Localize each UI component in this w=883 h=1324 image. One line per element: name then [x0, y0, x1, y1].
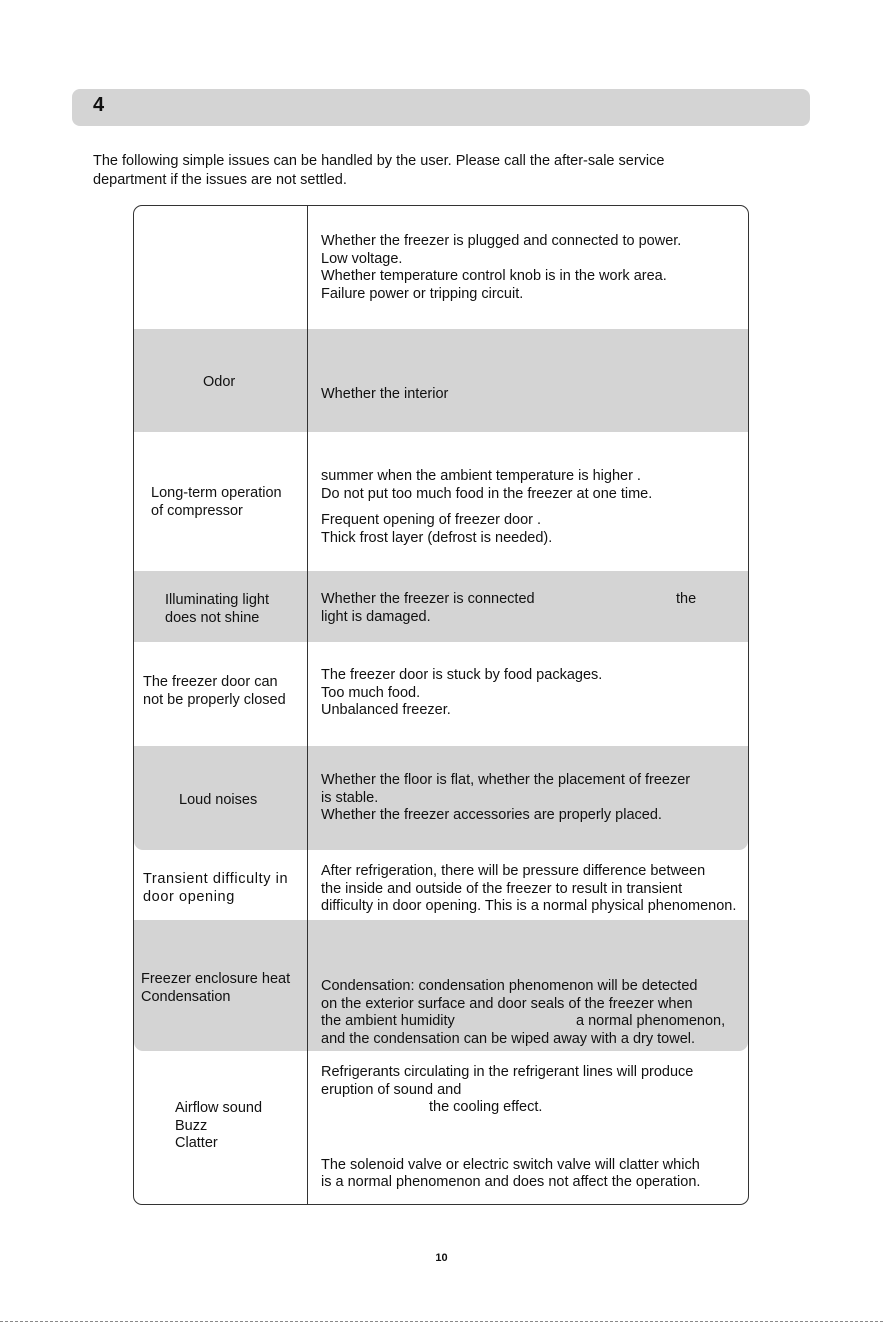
table-row [134, 642, 748, 746]
cause-line: a normal phenomenon, [576, 1013, 726, 1029]
problem-label: door opening [143, 888, 235, 905]
problem-label: of compressor [151, 502, 243, 519]
cause-line: Whether the freezer is connected [321, 591, 535, 607]
page-number: 10 [435, 1252, 448, 1264]
cause-line: The freezer door is stuck by food packages. [321, 667, 603, 683]
cause-cell [321, 667, 749, 720]
cause-line: Too much food. [321, 684, 421, 701]
column-divider [307, 850, 308, 920]
table-row [134, 1051, 748, 1205]
cause-line: is a normal phenomenon and does not affect the operation. [321, 1174, 701, 1190]
cause-line: Whether temperature control knob is in the work area. [321, 268, 667, 284]
problem-label: Clatter [175, 1135, 218, 1151]
cause-line: Low voltage. [321, 250, 403, 267]
cause-line: is stable. [321, 789, 379, 806]
section-header-bar [72, 89, 810, 126]
cause-line: the [676, 591, 697, 607]
column-divider [307, 642, 308, 746]
cause-cell [321, 772, 749, 825]
problem-cell [134, 571, 307, 642]
cause-cell [321, 591, 749, 626]
problem-label: Long-term operation [151, 485, 282, 501]
cause-line: the ambient humidity [321, 1013, 455, 1029]
cause-line: Whether the freezer accessories are properly placed. [321, 807, 662, 823]
cause-line: Whether the interior [321, 386, 449, 402]
cause-cell [321, 468, 749, 547]
problem-cell [134, 920, 307, 1051]
cause-line: the cooling effect. [429, 1099, 543, 1115]
cause-line: Failure power or tripping circuit. [321, 285, 524, 302]
cause-line: and the condensation can be wiped away with a dry towel. [321, 1030, 696, 1047]
cause-line: the inside and outside of the freezer to result in transient [321, 880, 683, 897]
problem-label: Odor [203, 374, 236, 390]
table-row [134, 850, 748, 920]
cause-line: After refrigeration, there will be pressure difference between [321, 863, 706, 879]
page-bottom-edge [0, 1321, 883, 1322]
problem-label: Condensation [141, 988, 231, 1005]
problem-label: does not shine [165, 609, 260, 626]
problem-label: not be properly closed [143, 691, 286, 708]
intro-line: department if the issues are not settled. [93, 172, 347, 188]
cause-line: Do not put too much food in the freezer at one time. [321, 485, 653, 502]
column-divider [307, 746, 308, 850]
cause-cell [321, 386, 749, 404]
cause-cell [321, 233, 749, 303]
problem-cell [134, 850, 307, 920]
section-number: 4 [93, 94, 105, 116]
problem-label: Freezer enclosure heat [141, 971, 291, 987]
table-row [134, 571, 748, 642]
column-divider [307, 920, 308, 1051]
table-row [134, 206, 748, 329]
cause-line: eruption of sound and [321, 1081, 462, 1098]
column-divider [307, 571, 308, 642]
column-divider [307, 432, 308, 571]
problem-label: Illuminating light [165, 592, 269, 608]
cause-line: light is damaged. [321, 608, 431, 625]
problem-cell [134, 1051, 307, 1205]
cause-cell [321, 863, 749, 916]
problem-label: Loud noises [179, 792, 258, 808]
problem-cell [134, 432, 307, 571]
cause-line: Whether the floor is flat, whether the placement of freezer [321, 772, 691, 788]
cause-line: difficulty in door opening. This is a normal physical phenomenon. [321, 898, 737, 914]
cause-line: Unbalanced freezer. [321, 702, 451, 718]
table-row [134, 432, 748, 571]
table-row [134, 746, 748, 850]
table-row [134, 920, 748, 1051]
problem-cell [134, 206, 307, 329]
problem-label: The freezer door can [143, 674, 278, 690]
cause-line: The solenoid valve or electric switch valve will clatter which [321, 1156, 700, 1173]
column-divider [307, 206, 308, 329]
problem-cell [134, 642, 307, 746]
cause-cell [321, 1064, 749, 1192]
intro-line: The following simple issues can be handled by the user. Please call the after-sale service [93, 153, 665, 169]
troubleshooting-table [133, 205, 749, 1205]
cause-line: summer when the ambient temperature is higher . [321, 468, 641, 484]
cause-line: Thick frost layer (defrost is needed). [321, 529, 553, 546]
cause-line: Whether the freezer is plugged and connected to power. [321, 233, 682, 249]
problem-label: Airflow sound [175, 1100, 263, 1116]
column-divider [307, 329, 308, 432]
cause-line: Frequent opening of freezer door . [321, 512, 542, 528]
intro-paragraph [93, 152, 753, 190]
table-row [134, 329, 748, 432]
column-divider [307, 1051, 308, 1205]
cause-line: Condensation: condensation phenomenon will be detected [321, 978, 698, 994]
problem-cell [134, 746, 307, 850]
problem-cell [134, 329, 307, 432]
problem-label: Transient difficulty in [143, 871, 289, 887]
cause-line: Refrigerants circulating in the refrigerant lines will produce [321, 1064, 694, 1080]
problem-label: Buzz [175, 1117, 208, 1134]
cause-cell [321, 978, 749, 1048]
cause-line: on the exterior surface and door seals of the freezer when [321, 995, 693, 1012]
